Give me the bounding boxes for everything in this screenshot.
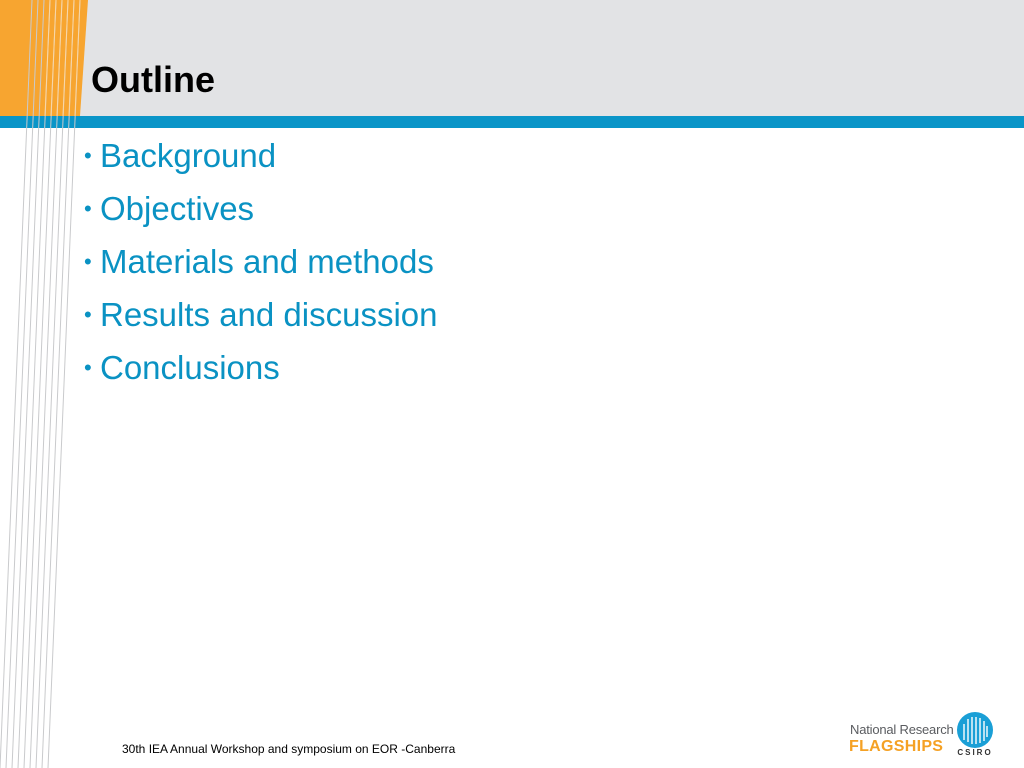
bullet-dot: • — [84, 143, 92, 168]
bullet-text: Conclusions — [100, 349, 280, 386]
bullet-item — [84, 185, 438, 238]
bullet-item — [84, 291, 438, 344]
logo-line2: FLAGSHIPS — [849, 738, 944, 755]
bullet-item — [84, 132, 438, 185]
bullet-dot: • — [84, 249, 92, 274]
bullet-text: Objectives — [100, 190, 255, 227]
bullet-text: Background — [100, 137, 277, 174]
bullet-item — [84, 238, 438, 291]
header-divider — [0, 116, 1024, 128]
flagships-logo — [846, 708, 996, 760]
bullet-list — [84, 132, 438, 397]
logo-line1: National Research — [850, 722, 954, 737]
slide-title: Outline — [91, 59, 215, 100]
bullet-dot: • — [84, 355, 92, 380]
footer-text: 30th IEA Annual Workshop and symposium on EOR -Canberra — [122, 742, 456, 756]
bullet-text: Materials and methods — [100, 243, 434, 280]
bullet-item — [84, 344, 438, 397]
bullet-dot: • — [84, 196, 92, 221]
bullet-dot: • — [84, 302, 92, 327]
bullet-text: Results and discussion — [100, 296, 438, 333]
csiro-wordmark: CSIRO — [957, 748, 993, 757]
